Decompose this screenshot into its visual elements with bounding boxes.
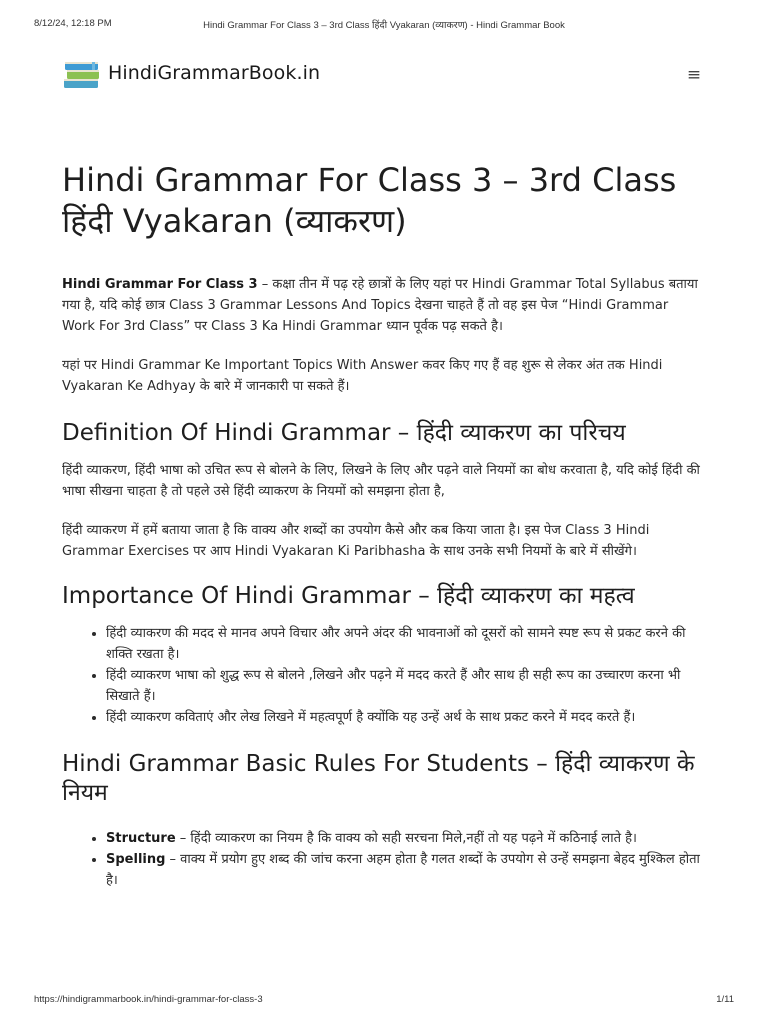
section-heading-definition: Definition Of Hindi Grammar – हिंदी व्याकरण का परिचय (62, 420, 626, 446)
list-item: • हिंदी व्याकरण की मदद से मानव अपने विचार और अपने अंदर की भावनाओं को दूसरों को सामने स्पष्ट रूप से प्रकट करने की शक्ति रखता है। (106, 623, 704, 665)
intro-paragraph (62, 274, 704, 337)
print-date: 8/12/24, 12:18 PM (34, 18, 112, 29)
rule-term: Spelling (106, 852, 166, 867)
intro-text: – कक्षा तीन में पढ़ रहे छात्रों के लिए यहां पर Hindi Grammar Total Syllabus बताया गया है, यदि कोई छात्र Class 3 Grammar Lessons And Topics देखना चाहते हैं तो वह इस पेज “Hindi Grammar Work For 3rd Class” पर Class 3 Ka Hindi Grammar ध्यान पूर्वक पढ़ सकते है। (62, 277, 698, 334)
definition-paragraph-1: हिंदी व्याकरण, हिंदी भाषा को उचित रूप से बोलने के लिए, लिखने के लिए और पढ़ने वाले नियमों का बोध करवाता है, यदि कोई हिंदी की भाषा सीखना चाहता है तो पहले उसे हिंदी व्याकरण के नियमों को समझना होता है, (62, 463, 700, 499)
rule-text: – हिंदी व्याकरण का नियम है कि वाक्य को सही सरचना मिले,नहीं तो यह पढ़ने में कठिनाई लाते है। (175, 831, 637, 846)
importance-list (62, 623, 704, 728)
hamburger-menu-icon[interactable]: ≡ (686, 65, 702, 85)
print-url: https://hindigrammarbook.in/hindi-grammar-for-class-3 (34, 994, 263, 1005)
list-item: • हिंदी व्याकरण कविताएं और लेख लिखने में महत्वपूर्ण है क्योंकि यह उन्हें अर्थ के साथ प्रकट करने में मदद करते हैं। (106, 707, 704, 728)
article-title: Hindi Grammar For Class 3 – 3rd Class हिंदी Vyakaran (व्याकरण) (62, 161, 677, 240)
list-item (106, 849, 704, 891)
definition-paragraph-2: हिंदी व्याकरण में हमें बताया जाता है कि वाक्य और शब्दों का उपयोग कैसे और कब किया जाता है। इस पेज Class 3 Hindi Grammar Exercises पर आप Hindi Vyakaran Ki Paribhasha के साथ उनके सभी नियमों के बारे में सीखेंगे। (62, 523, 650, 559)
article-content (62, 160, 704, 909)
list-item (106, 828, 704, 849)
site-logo-link[interactable] (62, 56, 342, 96)
rule-term: Structure (106, 831, 176, 846)
site-name: HindiGrammarBook.in (108, 62, 321, 84)
print-page-title: Hindi Grammar For Class 3 – 3rd Class हिंदी Vyakaran (व्याकरण) - Hindi Grammar Book (203, 20, 565, 31)
section-heading-importance: Importance Of Hindi Grammar – हिंदी व्याकरण का महत्व (62, 583, 635, 609)
intro-paragraph-2: यहां पर Hindi Grammar Ke Important Topics With Answer कवर किए गए हैं वह शुरू से लेकर अंत तक Hindi Vyakaran Ke Adhyay के बारे में जानकारी पा सकते हैं। (62, 358, 663, 394)
site-header (62, 56, 706, 96)
intro-bold: Hindi Grammar For Class 3 (62, 277, 258, 292)
list-item: • हिंदी व्याकरण भाषा को शुद्ध रूप से बोलने ,लिखने और पढ़ने में मदद करते हैं और साथ ही सही रूप का उच्चारण करना भी सिखाते हैं। (106, 665, 704, 707)
rules-list (62, 828, 704, 891)
books-stack-icon (62, 60, 102, 90)
print-footer (34, 994, 734, 1008)
rule-text: – वाक्य में प्रयोग हुए शब्द की जांच करना अहम होता है गलत शब्दों के उपयोग से उन्हें समझना बेहद मुश्किल होता है। (106, 852, 700, 888)
print-header (34, 18, 734, 32)
section-heading-rules: Hindi Grammar Basic Rules For Students – हिंदी व्याकरण के नियम (62, 751, 695, 806)
page-number: 1/11 (716, 994, 734, 1005)
